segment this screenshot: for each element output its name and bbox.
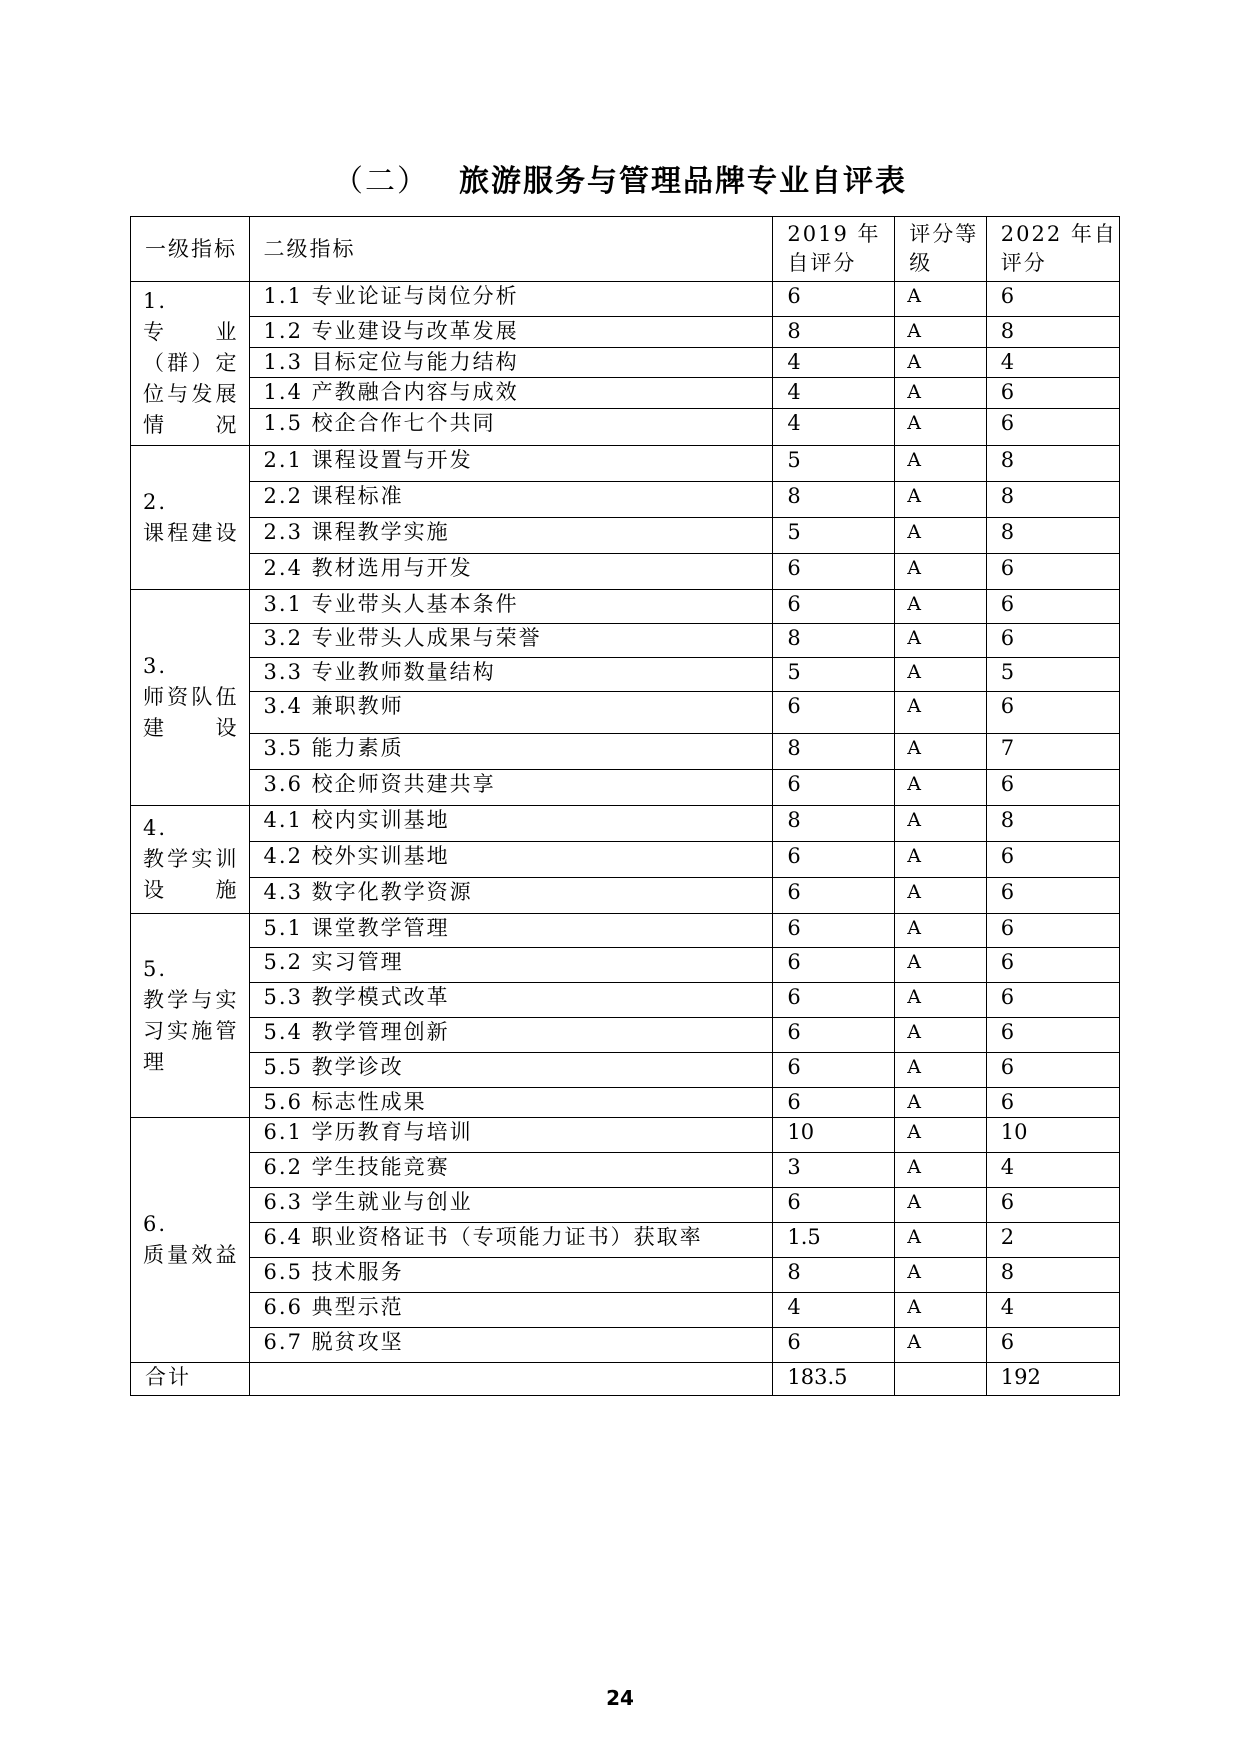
level2-indicator: 6.5 技术服务 xyxy=(249,1258,773,1293)
score-2019: 6 xyxy=(773,1053,895,1088)
grade: A xyxy=(895,378,986,409)
score-2019: 6 xyxy=(773,878,895,914)
level2-indicator: 5.1 课堂教学管理 xyxy=(249,914,773,948)
level1-number: 2. xyxy=(143,489,168,514)
score-2022: 4 xyxy=(986,1293,1119,1328)
title-prefix: （二） xyxy=(333,164,429,199)
score-2022: 6 xyxy=(986,378,1119,409)
page-number: 24 xyxy=(606,1686,634,1710)
score-2022: 6 xyxy=(986,878,1119,914)
level1-label: 质量效益 xyxy=(143,1243,239,1267)
score-2019: 8 xyxy=(773,734,895,770)
level2-indicator: 6.2 学生技能竞赛 xyxy=(249,1153,773,1188)
level2-indicator: 4.2 校外实训基地 xyxy=(249,842,773,878)
grade: A xyxy=(895,282,986,317)
level2-indicator: 1.2 专业建设与改革发展 xyxy=(249,316,773,347)
score-2022: 6 xyxy=(986,282,1119,317)
table-row xyxy=(131,409,1120,446)
grade: A xyxy=(895,1118,986,1153)
score-2019: 5 xyxy=(773,518,895,554)
score-2022: 6 xyxy=(986,1088,1119,1118)
level2-indicator: 6.7 脱贫攻坚 xyxy=(249,1328,773,1363)
header-level2: 二级指标 xyxy=(249,217,773,282)
title-text: 旅游服务与管理品牌专业自评表 xyxy=(459,164,907,199)
grade: A xyxy=(895,658,986,692)
level1-indicator xyxy=(131,1118,250,1363)
level1-indicator xyxy=(131,914,250,1118)
score-2022: 6 xyxy=(986,1053,1119,1088)
score-2022: 4 xyxy=(986,1153,1119,1188)
score-2019: 8 xyxy=(773,316,895,347)
table-row xyxy=(131,658,1120,692)
total-grade-empty xyxy=(895,1363,986,1396)
score-2019: 6 xyxy=(773,692,895,734)
grade: A xyxy=(895,948,986,983)
table-row xyxy=(131,983,1120,1018)
table-row xyxy=(131,554,1120,590)
table-row xyxy=(131,378,1120,409)
table-header-row xyxy=(131,217,1120,282)
score-2019: 6 xyxy=(773,1328,895,1363)
level1-label: 专业（群）定位与发展情况 xyxy=(143,320,239,437)
score-2019: 6 xyxy=(773,842,895,878)
score-2022: 8 xyxy=(986,518,1119,554)
grade: A xyxy=(895,983,986,1018)
level2-indicator: 5.3 教学模式改革 xyxy=(249,983,773,1018)
table-row xyxy=(131,1293,1120,1328)
level1-number: 3. xyxy=(143,654,168,678)
level2-indicator: 5.2 实习管理 xyxy=(249,948,773,983)
level1-number: 6. xyxy=(143,1212,168,1236)
level1-label: 教学实训设施 xyxy=(143,847,239,902)
grade: A xyxy=(895,1088,986,1118)
score-2019: 4 xyxy=(773,1293,895,1328)
score-2022: 8 xyxy=(986,1258,1119,1293)
score-2019: 8 xyxy=(773,624,895,658)
grade: A xyxy=(895,347,986,378)
table-row xyxy=(131,914,1120,948)
score-2022: 6 xyxy=(986,1188,1119,1223)
score-2022: 6 xyxy=(986,914,1119,948)
header-grade: 评分等级 xyxy=(895,217,986,282)
table-row xyxy=(131,316,1120,347)
score-2019: 5 xyxy=(773,446,895,482)
score-2022: 6 xyxy=(986,409,1119,446)
grade: A xyxy=(895,446,986,482)
table-row xyxy=(131,1223,1120,1258)
score-2022: 6 xyxy=(986,770,1119,806)
table-body xyxy=(131,217,1120,1396)
table-row xyxy=(131,1018,1120,1053)
score-2019: 8 xyxy=(773,1258,895,1293)
level1-indicator xyxy=(131,446,250,590)
level2-indicator: 6.1 学历教育与培训 xyxy=(249,1118,773,1153)
table-row xyxy=(131,692,1120,734)
self-evaluation-table xyxy=(130,216,1120,1396)
score-2019: 6 xyxy=(773,590,895,624)
table-row xyxy=(131,347,1120,378)
table-row xyxy=(131,590,1120,624)
grade: A xyxy=(895,1223,986,1258)
grade: A xyxy=(895,1258,986,1293)
level2-indicator: 2.1 课程设置与开发 xyxy=(249,446,773,482)
level2-indicator: 5.6 标志性成果 xyxy=(249,1088,773,1118)
score-2022: 7 xyxy=(986,734,1119,770)
level2-indicator: 1.3 目标定位与能力结构 xyxy=(249,347,773,378)
table-row xyxy=(131,842,1120,878)
score-2022: 6 xyxy=(986,1328,1119,1363)
header-score-2019: 2019 年自评分 xyxy=(773,217,895,282)
score-2019: 4 xyxy=(773,347,895,378)
table-row xyxy=(131,1118,1120,1153)
score-2022: 6 xyxy=(986,842,1119,878)
level2-indicator: 3.6 校企师资共建共享 xyxy=(249,770,773,806)
level2-indicator: 6.3 学生就业与创业 xyxy=(249,1188,773,1223)
score-2022: 5 xyxy=(986,658,1119,692)
grade: A xyxy=(895,554,986,590)
score-2019: 3 xyxy=(773,1153,895,1188)
table-row xyxy=(131,624,1120,658)
grade: A xyxy=(895,1293,986,1328)
grade: A xyxy=(895,878,986,914)
total-empty xyxy=(249,1363,773,1396)
level1-indicator xyxy=(131,590,250,806)
header-level1: 一级指标 xyxy=(131,217,250,282)
level1-number: 1. xyxy=(143,289,168,313)
table-row xyxy=(131,1258,1120,1293)
score-2019: 4 xyxy=(773,378,895,409)
score-2022: 8 xyxy=(986,482,1119,518)
level2-indicator: 3.5 能力素质 xyxy=(249,734,773,770)
table-row xyxy=(131,446,1120,482)
table-row xyxy=(131,1153,1120,1188)
score-2022: 4 xyxy=(986,347,1119,378)
score-2022: 6 xyxy=(986,983,1119,1018)
grade: A xyxy=(895,624,986,658)
score-2019: 6 xyxy=(773,983,895,1018)
grade: A xyxy=(895,692,986,734)
grade: A xyxy=(895,1328,986,1363)
grade: A xyxy=(895,770,986,806)
level2-indicator: 3.2 专业带头人成果与荣誉 xyxy=(249,624,773,658)
score-2019: 4 xyxy=(773,409,895,446)
table-row xyxy=(131,770,1120,806)
score-2022: 6 xyxy=(986,1018,1119,1053)
level1-indicator xyxy=(131,806,250,914)
score-2019: 6 xyxy=(773,770,895,806)
score-2019: 6 xyxy=(773,1188,895,1223)
level2-indicator: 4.1 校内实训基地 xyxy=(249,806,773,842)
grade: A xyxy=(895,734,986,770)
level2-indicator: 3.1 专业带头人基本条件 xyxy=(249,590,773,624)
level2-indicator: 2.4 教材选用与开发 xyxy=(249,554,773,590)
table-row xyxy=(131,1053,1120,1088)
table-row xyxy=(131,806,1120,842)
level1-indicator xyxy=(131,282,250,446)
total-label: 合计 xyxy=(131,1363,250,1396)
grade: A xyxy=(895,1153,986,1188)
score-2019: 1.5 xyxy=(773,1223,895,1258)
table-row xyxy=(131,1088,1120,1118)
grade: A xyxy=(895,1188,986,1223)
level2-indicator: 1.5 校企合作七个共同 xyxy=(249,409,773,446)
total-score-2019: 183.5 xyxy=(773,1363,895,1396)
level1-label: 教学与实习实施管理 xyxy=(143,987,239,1074)
level2-indicator: 6.6 典型示范 xyxy=(249,1293,773,1328)
total-score-2022: 192 xyxy=(986,1363,1119,1396)
level2-indicator: 5.4 教学管理创新 xyxy=(249,1018,773,1053)
grade: A xyxy=(895,518,986,554)
table-row xyxy=(131,1188,1120,1223)
grade: A xyxy=(895,842,986,878)
score-2022: 2 xyxy=(986,1223,1119,1258)
grade: A xyxy=(895,409,986,446)
score-2022: 8 xyxy=(986,316,1119,347)
score-2019: 8 xyxy=(773,482,895,518)
level2-indicator: 5.5 教学诊改 xyxy=(249,1053,773,1088)
level2-indicator: 3.4 兼职教师 xyxy=(249,692,773,734)
score-2019: 6 xyxy=(773,1088,895,1118)
score-2019: 6 xyxy=(773,948,895,983)
score-2019: 6 xyxy=(773,282,895,317)
level1-number: 4. xyxy=(143,816,168,840)
score-2022: 6 xyxy=(986,624,1119,658)
score-2022: 8 xyxy=(986,446,1119,482)
grade: A xyxy=(895,914,986,948)
score-2022: 10 xyxy=(986,1118,1119,1153)
table-row xyxy=(131,878,1120,914)
score-2019: 6 xyxy=(773,554,895,590)
score-2019: 5 xyxy=(773,658,895,692)
page-title xyxy=(0,162,1240,202)
grade: A xyxy=(895,482,986,518)
table-row xyxy=(131,948,1120,983)
score-2022: 8 xyxy=(986,806,1119,842)
level2-indicator: 1.4 产教融合内容与成效 xyxy=(249,378,773,409)
level2-indicator: 4.3 数字化教学资源 xyxy=(249,878,773,914)
level2-indicator: 3.3 专业教师数量结构 xyxy=(249,658,773,692)
score-2019: 10 xyxy=(773,1118,895,1153)
level2-indicator: 2.2 课程标准 xyxy=(249,482,773,518)
table-row xyxy=(131,482,1120,518)
table-row xyxy=(131,518,1120,554)
score-2019: 6 xyxy=(773,1018,895,1053)
score-2019: 8 xyxy=(773,806,895,842)
grade: A xyxy=(895,1018,986,1053)
table-row xyxy=(131,1328,1120,1363)
grade: A xyxy=(895,1053,986,1088)
level2-indicator: 6.4 职业资格证书（专项能力证书）获取率 xyxy=(249,1223,773,1258)
score-2022: 6 xyxy=(986,554,1119,590)
grade: A xyxy=(895,590,986,624)
level1-label: 师资队伍建设 xyxy=(143,685,239,740)
grade: A xyxy=(895,806,986,842)
table-row xyxy=(131,282,1120,317)
score-2019: 6 xyxy=(773,914,895,948)
score-2022: 6 xyxy=(986,590,1119,624)
grade: A xyxy=(895,316,986,347)
level1-label: 课程建设 xyxy=(143,520,239,545)
score-2022: 6 xyxy=(986,692,1119,734)
header-score-2022: 2022 年自评分 xyxy=(986,217,1119,282)
table-row xyxy=(131,734,1120,770)
level2-indicator: 2.3 课程教学实施 xyxy=(249,518,773,554)
total-row xyxy=(131,1363,1120,1396)
level1-number: 5. xyxy=(143,956,168,981)
level2-indicator: 1.1 专业论证与岗位分析 xyxy=(249,282,773,317)
score-2022: 6 xyxy=(986,948,1119,983)
